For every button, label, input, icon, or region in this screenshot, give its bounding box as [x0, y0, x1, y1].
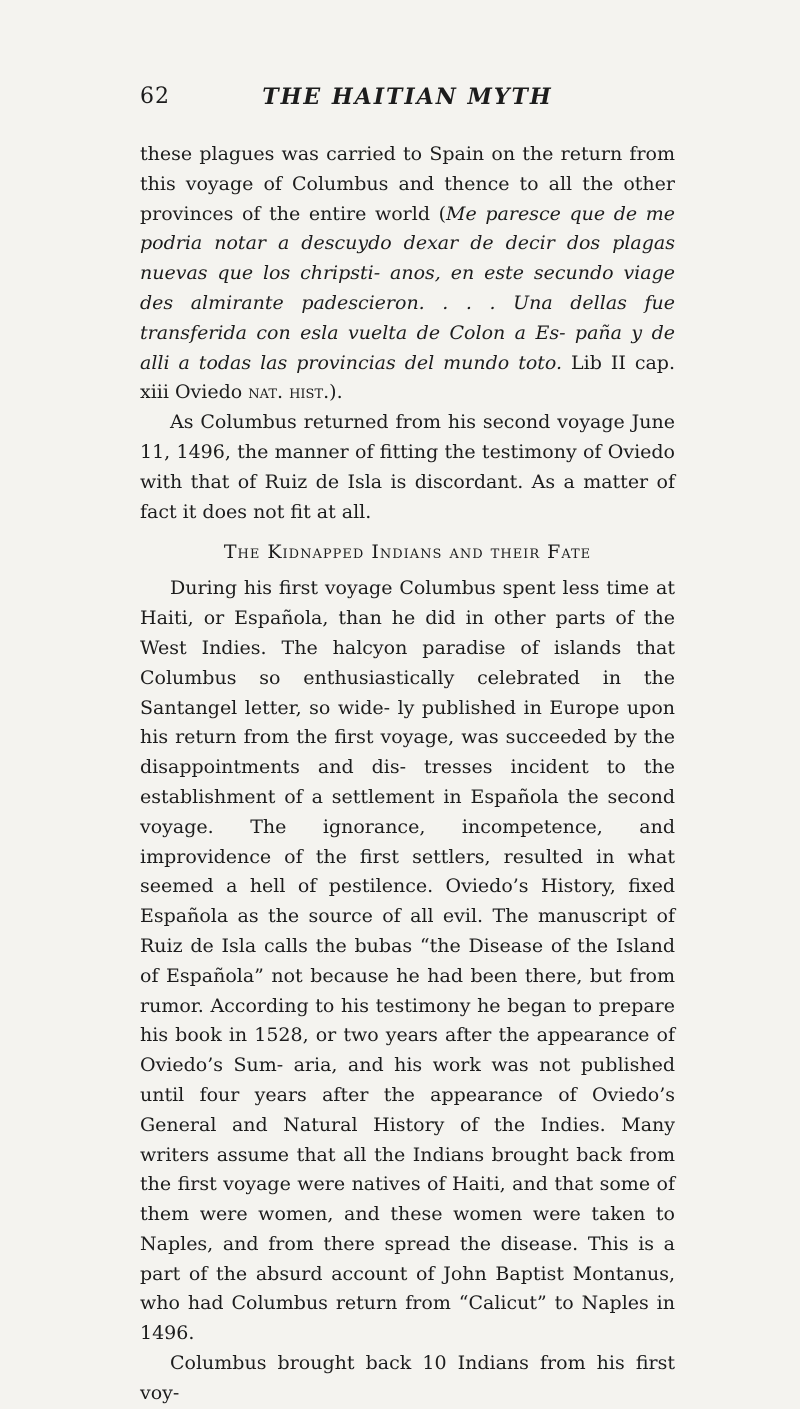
body-text	[140, 140, 675, 1409]
citation-source: nat. hist.	[248, 381, 330, 404]
paragraph-text: these plagues was carried to Spain on the return from this voyage of Columbus and thence to all the other provinces of the entire world (	[140, 143, 675, 225]
spanish-quotation: Me paresce que de me podria notar a descuydo dexar de decir dos plagas nuevas que los chripsti- anos, en este secundo viage des almirante padescieron. . . . Una dellas fue transferida con esla vuelta de Colon a Es- paña y de alli a todas las provincias del mundo toto.	[140, 202, 676, 374]
running-head	[140, 84, 675, 118]
paragraph-continuation	[140, 140, 675, 408]
citation-close: ).	[329, 381, 343, 404]
paragraph: Columbus brought back 10 Indians from his first voy-	[140, 1352, 675, 1404]
page-number: 62	[140, 84, 170, 109]
paragraph: During his first voyage Columbus spent less time at Haiti, or Española, than he did in other parts of the West Indies. The halcyon paradise of islands that Columbus so enthusiastically celebrated in the Santangel letter, so wide- ly published in Europe upon his return from the first voyage, was succeeded by the disappointments and dis- tresses incident to the establishment of a settlement in Española the second voyage. The ignorance, incompetence, and improvidence of the first settlers, resulted in what seemed a hell of pestilence. Oviedo’s History, fixed Española as the source of all evil. The manuscript of Ruiz de Isla calls the bubas “the Disease of the Island of Española” not because he had been there, but from rumor. According to his testimony he began to prepare his book in 1528, or two years after the appearance of Oviedo’s Sum- aria, and his work was not published until four years after the appearance of Oviedo’s General and Natural History of the Indies. Many writers assume that all the Indians brought back from the first voyage were natives of Haiti, and that some of them were women, and these women were taken to Naples, and from there spread the disease. This is a part of the absurd account of John Baptist Montanus, who had Columbus return from “Calicut” to Naples in 1496.	[140, 577, 675, 1345]
section-heading: The Kidnapped Indians and their Fate	[223, 541, 592, 564]
paragraph: As Columbus returned from his second voyage June 11, 1496, the manner of fitting the testimony of Oviedo with that of Ruiz de Isla is discordant. As a matter of fact it does not fit at all.	[140, 411, 675, 523]
citation-text: Lib II cap. xiii Oviedo	[140, 351, 675, 404]
running-title: THE HAITIAN MYTH	[262, 84, 553, 110]
